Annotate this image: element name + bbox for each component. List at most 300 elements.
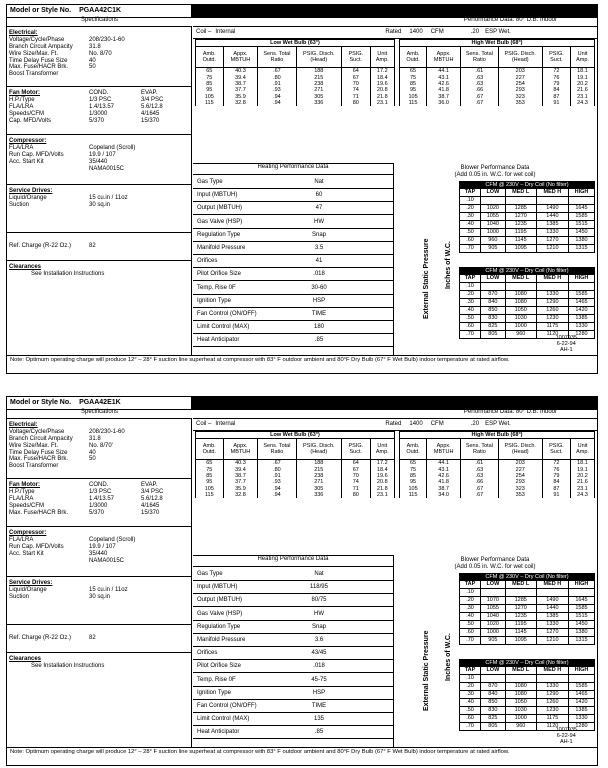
table-row bbox=[460, 322, 595, 330]
table-cell: 1195 bbox=[505, 228, 536, 236]
table-cell: 1330 bbox=[568, 714, 594, 722]
table-cell: 115 bbox=[196, 492, 224, 498]
heating-row bbox=[193, 203, 393, 215]
table-cell: .67 bbox=[461, 486, 498, 492]
table-cell: 95 bbox=[196, 87, 224, 93]
table-cell: 1050 bbox=[505, 306, 536, 314]
table-cell: 18.1 bbox=[570, 68, 594, 75]
heating-value: 3.5 bbox=[314, 245, 324, 252]
model-label: Model or Style No. bbox=[10, 398, 72, 406]
table-cell: 76 bbox=[542, 467, 570, 473]
table-cell: 1095 bbox=[505, 244, 536, 252]
table-row bbox=[400, 460, 595, 467]
col-header: MED H bbox=[536, 275, 568, 282]
table-cell: 39.4 bbox=[223, 467, 258, 473]
spec-key: Liquid/Orange bbox=[9, 586, 47, 593]
table-cell: 870 bbox=[481, 682, 506, 690]
spec-key: H.P./Type bbox=[9, 96, 35, 103]
spec-key: H.P./Type bbox=[9, 488, 35, 495]
table-cell: 42.6 bbox=[427, 473, 461, 479]
col-header: Amb. Outd. bbox=[196, 47, 224, 68]
table-cell: 38.7 bbox=[427, 94, 461, 100]
table-cell: 105 bbox=[196, 94, 224, 100]
table-cell: 1465 bbox=[568, 298, 594, 306]
clearance-section bbox=[7, 655, 192, 683]
spec-key: Ref. Charge (R-22 Oz.) bbox=[9, 635, 72, 641]
heating-key: Output (MBTUH) bbox=[197, 597, 243, 604]
table-cell: 1120 bbox=[536, 722, 568, 730]
col-header: Appx. MBTUH bbox=[223, 439, 258, 460]
heating-key: Regulation Type bbox=[197, 231, 241, 238]
spec-value: 3/4 PSC bbox=[141, 488, 164, 495]
table-cell: 18.4 bbox=[370, 467, 394, 473]
col-header: PSIG. Disch. (Head) bbox=[296, 47, 341, 68]
dry-coil-table bbox=[459, 181, 595, 253]
heating-row bbox=[193, 635, 393, 647]
heating-key: Output (MBTUH) bbox=[197, 205, 243, 212]
table-cell: .67 bbox=[461, 492, 498, 498]
spec-value bbox=[89, 71, 141, 78]
table-cell: 323 bbox=[498, 486, 542, 492]
table-cell: 20.8 bbox=[370, 87, 394, 93]
table-cell: 1000 bbox=[481, 228, 506, 236]
spec-value: 1/3 PSC bbox=[89, 96, 112, 103]
table-row bbox=[196, 460, 395, 467]
heating-row bbox=[193, 243, 393, 255]
table-cell: .40 bbox=[460, 306, 481, 314]
table-cell: .63 bbox=[461, 81, 498, 87]
spec-key: Boost Transformer bbox=[9, 463, 59, 470]
table-cell: 1145 bbox=[505, 236, 536, 244]
low-wet-bulb-table bbox=[195, 39, 395, 106]
specs-column bbox=[7, 27, 192, 355]
table-cell: 32.8 bbox=[223, 100, 258, 106]
spec-row bbox=[9, 551, 190, 558]
spec-key: Max. Fuse/HACR Brk. bbox=[9, 64, 69, 71]
heating-value: 30-60 bbox=[311, 284, 327, 291]
low-wet-bulb-table bbox=[195, 431, 395, 498]
spec-row bbox=[9, 58, 190, 65]
spec-value: 82 bbox=[89, 635, 96, 641]
heating-row bbox=[193, 335, 393, 347]
coil-bar bbox=[193, 27, 597, 39]
heating-key: Input (MBTUH) bbox=[197, 192, 238, 199]
footnote: Note: Optimum operating charge will produce 12° – 28° F suction line superheat at compressor with 83° F outdoor ambient and 80°F Dry Bulb (67° F Wet Bulb) indoor temperature at rated airflow. bbox=[7, 355, 597, 373]
heating-key: Temp. Rise 0F bbox=[197, 284, 236, 291]
table-cell bbox=[505, 588, 536, 596]
heating-row bbox=[193, 283, 393, 295]
table-cell: 74 bbox=[342, 479, 371, 485]
spec-row bbox=[9, 463, 190, 470]
spec-key bbox=[9, 166, 89, 173]
heating-key: Gas Type bbox=[197, 179, 223, 186]
esp-vertical-label: External Static Pressure bbox=[422, 630, 430, 712]
spec-value: 31.8 bbox=[89, 43, 101, 50]
table-cell: 64 bbox=[342, 460, 371, 467]
table-cell: 1120 bbox=[536, 330, 568, 338]
spec-key: FLA/LRA bbox=[9, 536, 34, 543]
table-cell: 840 bbox=[481, 690, 506, 698]
spec-key: Max. Fuse/HACR Brk. bbox=[9, 509, 69, 516]
table-cell: 960 bbox=[505, 722, 536, 730]
table-cell: 840 bbox=[481, 298, 506, 306]
heating-key: Regulation Type bbox=[197, 623, 241, 630]
spec-key: Time Delay Fuse Size bbox=[9, 449, 68, 456]
table-cell: 1515 bbox=[568, 220, 594, 228]
spec-row bbox=[9, 104, 190, 111]
table-cell: 227 bbox=[498, 75, 542, 81]
table-cell: 293 bbox=[498, 479, 542, 485]
col-header: HIGH bbox=[568, 275, 594, 282]
col-header: TAP bbox=[460, 581, 481, 588]
heating-value: Snap bbox=[311, 231, 326, 238]
col-header: Sens. Total Ratio bbox=[461, 439, 498, 460]
heating-value: 60 bbox=[315, 192, 323, 199]
table-cell: 79 bbox=[542, 473, 570, 479]
model-number: PGAA42E1K bbox=[79, 398, 121, 406]
table-cell: 1280 bbox=[568, 330, 594, 338]
table-cell: 336 bbox=[296, 492, 341, 498]
table-row bbox=[460, 698, 595, 706]
heating-row bbox=[193, 675, 393, 687]
spec-value: NAMA0015C bbox=[89, 557, 125, 564]
spec-value: 5/370 bbox=[89, 509, 105, 516]
table-cell: 238 bbox=[296, 81, 341, 87]
table-cell: .10 bbox=[460, 282, 481, 290]
col-header: Sens. Total Ratio bbox=[258, 47, 296, 68]
table-cell bbox=[568, 282, 594, 290]
heating-key: Limit Control (MAX) bbox=[197, 324, 250, 331]
table-cell: 215 bbox=[296, 75, 341, 81]
table-row bbox=[460, 282, 595, 290]
col-header: PSIG. Suct. bbox=[542, 47, 570, 68]
table-cell: 1385 bbox=[568, 314, 594, 322]
table-cell: 1235 bbox=[505, 612, 536, 620]
clearance-section bbox=[7, 263, 192, 291]
table-cell: 1020 bbox=[481, 204, 506, 212]
fan-header bbox=[9, 90, 190, 97]
table-cell: 238 bbox=[296, 473, 341, 479]
table-cell: 1645 bbox=[568, 204, 594, 212]
table-cell: 188 bbox=[296, 460, 341, 467]
table-cell: 1385 bbox=[536, 220, 568, 228]
col-header: TAP bbox=[460, 189, 481, 196]
table-title: CFM @ 230V – Dry Coil (No filter) bbox=[460, 660, 595, 667]
specs-title: Specifications bbox=[7, 409, 192, 419]
table-cell: 305 bbox=[296, 94, 341, 100]
heating-key: Fan Control (ON/OFF) bbox=[197, 703, 257, 710]
table-cell: 115 bbox=[400, 100, 427, 106]
esp-value: .20 bbox=[470, 29, 480, 36]
spec-key: Wire Size/Max. Ft. bbox=[9, 50, 59, 57]
table-title: High Wet Bulb (68°) bbox=[400, 40, 595, 47]
table-cell: 23.1 bbox=[370, 492, 394, 498]
heating-key: Fan Control (ON/OFF) bbox=[197, 311, 257, 318]
heating-key: Heat Anticipator bbox=[197, 337, 240, 344]
spec-value: 4/1645 bbox=[141, 110, 160, 117]
spec-value: 30 sq.in bbox=[89, 201, 111, 208]
table-cell: 32.8 bbox=[223, 492, 258, 498]
table-cell: 91 bbox=[542, 100, 570, 106]
table-cell: 20.2 bbox=[570, 473, 594, 479]
heating-value: HW bbox=[314, 610, 324, 617]
spec-row bbox=[9, 51, 190, 58]
table-cell: 1420 bbox=[568, 306, 594, 314]
spec-value: 15/370 bbox=[141, 509, 160, 516]
table-cell: .10 bbox=[460, 196, 481, 204]
table-cell: 1195 bbox=[505, 620, 536, 628]
table-cell bbox=[481, 674, 506, 682]
clearance-text: See Installation Instructions bbox=[31, 270, 105, 277]
col-header: MED H bbox=[536, 581, 568, 588]
header-bar bbox=[192, 5, 597, 17]
table-cell: 70 bbox=[342, 81, 371, 87]
spec-key: Speeds/CFM bbox=[9, 502, 45, 509]
table-cell: 23.1 bbox=[370, 100, 394, 106]
table-cell: 1145 bbox=[505, 628, 536, 636]
heating-row bbox=[193, 177, 393, 189]
table-cell: .63 bbox=[461, 467, 498, 473]
perf-title: Performance Data: 80° D.B. Indoor bbox=[193, 409, 597, 419]
table-cell: 1050 bbox=[505, 698, 536, 706]
table-cell: 67 bbox=[342, 75, 371, 81]
table-cell: 1585 bbox=[568, 212, 594, 220]
heating-row bbox=[193, 269, 393, 281]
high-wet-bulb-table bbox=[399, 431, 595, 498]
spec-value: 50 bbox=[89, 456, 96, 463]
table-cell: 1440 bbox=[536, 212, 568, 220]
table-cell: 40.3 bbox=[223, 460, 258, 467]
col-header: Sens. Total Ratio bbox=[258, 439, 296, 460]
table-cell: 75 bbox=[400, 75, 427, 81]
table-cell: .40 bbox=[460, 698, 481, 706]
table-cell: 805 bbox=[481, 722, 506, 730]
spec-value: 15/370 bbox=[141, 117, 160, 124]
table-cell bbox=[505, 674, 536, 682]
table-cell: 72 bbox=[542, 460, 570, 467]
col-header: LOW bbox=[481, 667, 506, 674]
table-cell: .60 bbox=[460, 322, 481, 330]
wc-vertical-label: Inches of W.C. bbox=[444, 241, 452, 290]
table-cell: 1450 bbox=[568, 620, 594, 628]
table-cell: 805 bbox=[481, 330, 506, 338]
heating-row bbox=[193, 622, 393, 634]
table-cell: 353 bbox=[498, 492, 542, 498]
spec-row bbox=[9, 587, 190, 594]
table-cell: .94 bbox=[258, 100, 296, 106]
spec-row bbox=[9, 64, 190, 71]
table-cell: 1280 bbox=[568, 722, 594, 730]
heating-key: Manifold Pressure bbox=[197, 245, 246, 252]
table-cell: 1585 bbox=[568, 290, 594, 298]
table-cell: 67 bbox=[342, 467, 371, 473]
table-cell: .60 bbox=[460, 628, 481, 636]
table-cell: .94 bbox=[258, 486, 296, 492]
table-cell: .70 bbox=[460, 330, 481, 338]
table-title: CFM @ 230V – Dry Coil (No filter) bbox=[460, 268, 595, 275]
table-row bbox=[460, 596, 595, 604]
spec-row bbox=[9, 489, 190, 496]
table-cell: 905 bbox=[481, 636, 506, 644]
table-cell: 336 bbox=[296, 100, 341, 106]
table-cell: 1585 bbox=[568, 682, 594, 690]
spec-key: FLA/LRA bbox=[9, 495, 34, 502]
spec-value: 1/3000 bbox=[89, 110, 108, 117]
table-cell: 1440 bbox=[536, 604, 568, 612]
heating-key: Gas Valve (HSP) bbox=[197, 610, 243, 617]
table-cell: 215 bbox=[296, 467, 341, 473]
col-header: COND. bbox=[89, 482, 109, 488]
table-cell: 1450 bbox=[568, 228, 594, 236]
document-number bbox=[556, 727, 577, 745]
spec-row bbox=[9, 145, 190, 152]
coil-value: Internal bbox=[215, 421, 236, 428]
table-cell: 38.7 bbox=[223, 473, 258, 479]
col-header: Unit Amp. bbox=[570, 439, 594, 460]
table-cell: 1645 bbox=[568, 596, 594, 604]
compressor-section bbox=[7, 137, 192, 185]
section-title: Fan Motor: bbox=[9, 482, 40, 488]
service-section bbox=[7, 187, 192, 233]
table-row bbox=[460, 314, 595, 322]
blower-subtitle: (Add 0.05 in. W.C. for wet coil) bbox=[454, 172, 536, 178]
model-box bbox=[7, 5, 192, 17]
table-cell: 37.7 bbox=[223, 87, 258, 93]
table-cell: 254 bbox=[498, 81, 542, 87]
table-cell: .50 bbox=[460, 314, 481, 322]
table-cell: .20 bbox=[460, 596, 481, 604]
spec-row bbox=[9, 496, 190, 503]
spec-key: FLA/LRA bbox=[9, 103, 34, 110]
footnote: Note: Optimum operating charge will produce 12° – 28° F suction line superheat at compressor with 83° F outdoor ambient and 80°F Dry Bulb (67° F Wet Bulb) indoor temperature at rated airflow. bbox=[7, 747, 597, 765]
spec-value: 50 bbox=[89, 64, 96, 71]
table-cell: .70 bbox=[460, 244, 481, 252]
spec-row bbox=[9, 436, 190, 443]
table-cell: 1315 bbox=[568, 636, 594, 644]
table-cell: 43.1 bbox=[427, 75, 461, 81]
table-cell: 21.8 bbox=[370, 94, 394, 100]
table-title: CFM @ 230V – Dry Coil (No filter) bbox=[460, 182, 595, 189]
spec-key: Run Cap. MFD/Volts bbox=[9, 151, 64, 158]
col-header: PSIG. Disch. (Head) bbox=[498, 439, 542, 460]
col-header: PSIG. Suct. bbox=[542, 439, 570, 460]
heating-row bbox=[193, 714, 393, 726]
table-cell: 1230 bbox=[536, 706, 568, 714]
heating-row bbox=[193, 701, 393, 713]
rated-cfm: 1400 bbox=[409, 29, 423, 36]
table-row bbox=[460, 604, 595, 612]
doc-id: 1007935 bbox=[555, 334, 577, 341]
heating-row bbox=[193, 322, 393, 334]
heating-row bbox=[193, 688, 393, 700]
table-cell: .67 bbox=[258, 68, 296, 75]
table-cell: 18.4 bbox=[370, 75, 394, 81]
table-row bbox=[400, 68, 595, 75]
doc-date: 6-22-94 bbox=[556, 340, 576, 347]
table-cell: 1080 bbox=[505, 682, 536, 690]
table-cell: 44.1 bbox=[427, 460, 461, 467]
spec-value: No. 8/70 bbox=[89, 50, 112, 57]
table-cell: 1330 bbox=[536, 290, 568, 298]
fan-header bbox=[9, 482, 190, 489]
table-cell: 1175 bbox=[536, 322, 568, 330]
table-row bbox=[460, 612, 595, 620]
spec-key: Liquid/Orange bbox=[9, 194, 47, 201]
heating-value: .018 bbox=[313, 663, 325, 670]
table-cell: 87 bbox=[542, 486, 570, 492]
table-cell: 1420 bbox=[568, 698, 594, 706]
spec-sheet bbox=[6, 396, 598, 766]
table-cell: 1515 bbox=[568, 612, 594, 620]
esp-label: ESP Wet. bbox=[485, 29, 511, 36]
table-cell: 20.2 bbox=[570, 81, 594, 87]
col-header: Unit Amp. bbox=[370, 439, 394, 460]
table-title: CFM @ 230V – Dry Coil (No filter) bbox=[460, 574, 595, 581]
table-cell: 36.0 bbox=[427, 100, 461, 106]
heating-value: Nat bbox=[314, 571, 324, 578]
table-cell bbox=[536, 196, 568, 204]
col-header: PSIG. Suct. bbox=[342, 47, 371, 68]
spec-value: No. 8/70' bbox=[89, 442, 113, 449]
coil-value: Internal bbox=[215, 29, 236, 36]
table-cell: 18.1 bbox=[570, 460, 594, 467]
table-cell: 1270 bbox=[536, 628, 568, 636]
table-cell bbox=[481, 588, 506, 596]
table-cell: 1080 bbox=[505, 290, 536, 298]
spec-value: 40 bbox=[89, 57, 96, 64]
table-cell: 830 bbox=[481, 706, 506, 714]
table-cell: 44.1 bbox=[427, 68, 461, 75]
heating-row bbox=[193, 309, 393, 321]
table-cell: 1380 bbox=[568, 236, 594, 244]
table-row bbox=[400, 100, 595, 106]
table-cell: 1080 bbox=[505, 690, 536, 698]
table-cell bbox=[481, 282, 506, 290]
spec-row bbox=[9, 635, 190, 642]
table-cell: 38.7 bbox=[427, 486, 461, 492]
table-cell: 1080 bbox=[505, 298, 536, 306]
heating-row bbox=[193, 569, 393, 581]
spec-key: Suction bbox=[9, 593, 30, 600]
table-cell: 1175 bbox=[536, 714, 568, 722]
table-row bbox=[196, 100, 395, 106]
table-cell: 825 bbox=[481, 322, 506, 330]
spec-key: Acc. Start Kit bbox=[9, 158, 44, 165]
blower-subtitle: (Add 0.05 in. W.C. for wet coil) bbox=[454, 564, 536, 570]
heating-key: Temp. Rise 0F bbox=[197, 676, 236, 683]
spec-value: 31.8 bbox=[89, 435, 101, 442]
col-header: HIGH bbox=[568, 667, 594, 674]
table-cell: 353 bbox=[498, 100, 542, 106]
table-cell: 34.0 bbox=[427, 492, 461, 498]
table-cell: 1330 bbox=[536, 228, 568, 236]
table-cell: 35.9 bbox=[223, 486, 258, 492]
table-cell: 24.3 bbox=[570, 492, 594, 498]
wet-coil-table bbox=[459, 267, 595, 339]
heating-row bbox=[193, 230, 393, 242]
table-cell: .63 bbox=[461, 473, 498, 479]
table-cell: 1385 bbox=[536, 612, 568, 620]
table-cell: 1490 bbox=[536, 204, 568, 212]
table-cell bbox=[536, 282, 568, 290]
spec-row bbox=[9, 594, 190, 601]
table-cell: 850 bbox=[481, 306, 506, 314]
spec-row bbox=[9, 537, 190, 544]
spec-row bbox=[9, 510, 190, 517]
table-cell: 1270 bbox=[505, 604, 536, 612]
spec-value: Copeland (Scroll) bbox=[89, 536, 136, 543]
spec-value: 5/370 bbox=[89, 117, 105, 124]
